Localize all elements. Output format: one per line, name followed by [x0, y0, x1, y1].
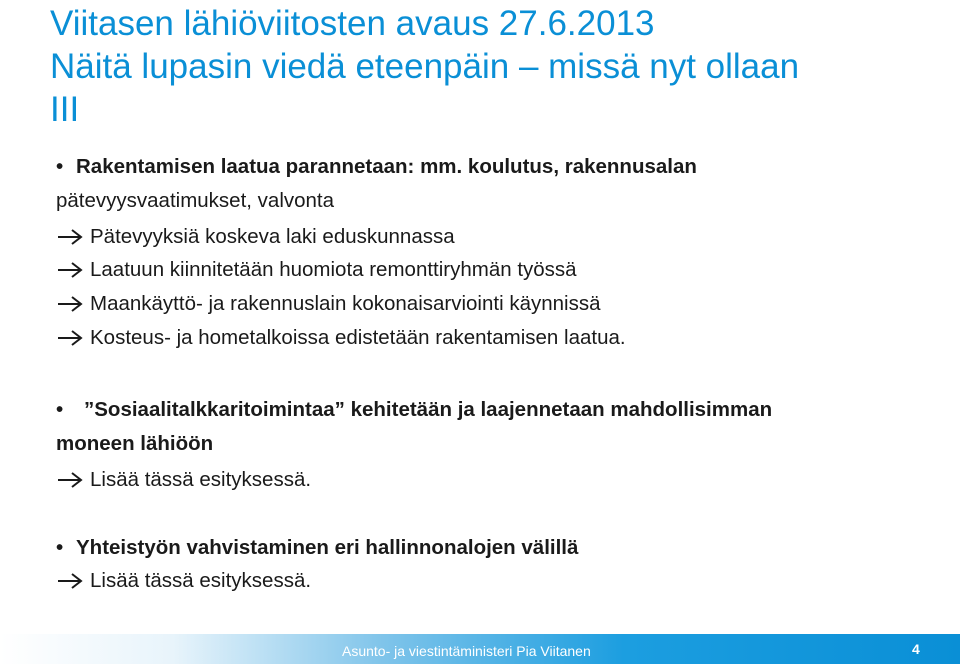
list-item: [56, 566, 311, 596]
section2-heading-line1: ”Sosiaalitalkkaritoimintaa” kehitetään ja laajennetaan mahdollisimman: [84, 398, 773, 421]
footer-presenter: Asunto- ja viestintäministeri Pia Viitanen: [342, 643, 591, 659]
section1-heading-line1: Rakentamisen laatua parannetaan: mm. koulutus, rakennusalan: [76, 155, 697, 178]
right-arrow-icon: [56, 294, 90, 314]
section2-heading: [56, 395, 772, 425]
list-item-text: Kosteus- ja hometalkoissa edistetään rakentamisen laatua.: [90, 326, 626, 349]
title-line-2: Näitä lupasin viedä eteenpäin – missä nyt ollaan: [50, 47, 800, 86]
title-line-3: III: [50, 90, 80, 129]
right-arrow-icon: [56, 328, 90, 348]
list-item-text: Maankäyttö- ja rakennuslain kokonaisarviointi käynnissä: [90, 292, 601, 315]
list-item: [56, 465, 311, 495]
right-arrow-icon: [56, 227, 90, 247]
list-item: [56, 222, 455, 252]
list-item-text: Lisää tässä esityksessä.: [90, 569, 312, 592]
list-item-text: Pätevyyksiä koskeva laki eduskunnassa: [90, 225, 455, 248]
right-arrow-icon: [56, 260, 90, 280]
list-item: [56, 289, 601, 319]
section1-heading: [56, 152, 697, 182]
right-arrow-icon: [56, 571, 90, 591]
page-number: 4: [912, 641, 920, 657]
list-item: [56, 255, 577, 285]
section3-heading-text: Yhteistyön vahvistaminen eri hallinnonalojen välillä: [76, 536, 579, 559]
list-item-text: Lisää tässä esityksessä.: [90, 468, 312, 491]
section2-heading-line2: moneen lähiöön: [56, 432, 214, 455]
bullet-icon: •: [56, 398, 64, 421]
bullet-icon: •: [56, 155, 64, 178]
section1-heading-line2: pätevyysvaatimukset, valvonta: [56, 189, 335, 212]
right-arrow-icon: [56, 470, 90, 490]
slide-title: [50, 2, 950, 131]
section3-heading: [56, 533, 578, 563]
title-line-1: Viitasen lähiöviitosten avaus 27.6.2013: [50, 4, 655, 43]
footer-band: [0, 634, 960, 664]
bullet-icon: •: [56, 536, 64, 559]
list-item-text: Laatuun kiinnitetään huomiota remonttiryhmän työssä: [90, 258, 577, 281]
list-item: [56, 323, 626, 353]
